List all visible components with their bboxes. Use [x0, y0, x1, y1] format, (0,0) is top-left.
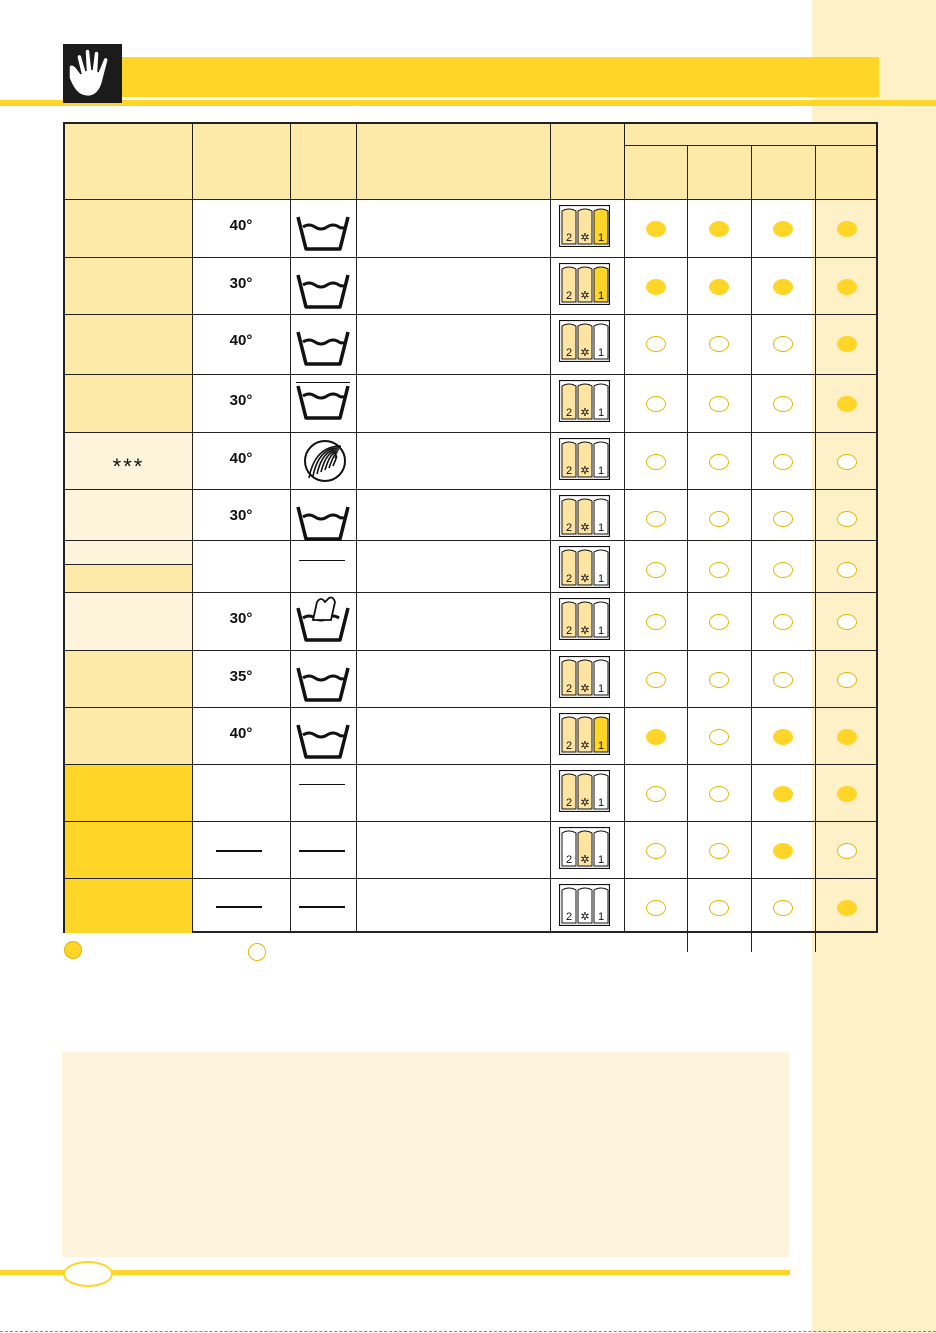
option-dot-empty	[773, 396, 793, 412]
temperature-value: 30°	[229, 610, 253, 627]
option-dot-empty	[646, 511, 666, 527]
temperature-value: 40°	[229, 725, 253, 742]
option-dot-empty	[709, 336, 729, 352]
row-label-cell	[65, 878, 192, 933]
row-label-cell	[65, 764, 192, 821]
row-divider	[65, 540, 876, 541]
care-symbol-dash	[299, 850, 345, 852]
option-dot-empty	[773, 336, 793, 352]
option-dot-empty	[837, 562, 857, 578]
option-dot-filled	[837, 786, 857, 802]
wash-tub-icon	[295, 271, 351, 311]
option-dot-empty	[646, 336, 666, 352]
legend-filled-dot	[64, 941, 82, 959]
wool-icon	[301, 438, 349, 484]
row-label-cell	[65, 199, 192, 257]
option-dot-empty	[646, 672, 666, 688]
row-label-cell	[65, 314, 192, 374]
options-subheader-line	[624, 145, 876, 146]
header-bar	[64, 57, 879, 97]
option-dot-empty	[709, 843, 729, 859]
option-dot-filled	[837, 900, 857, 916]
svg-text:✲: ✲	[580, 465, 590, 477]
row-divider	[65, 374, 876, 375]
option-dot-empty	[773, 562, 793, 578]
row-label-cell	[65, 821, 192, 878]
option-dot-empty	[646, 562, 666, 578]
svg-text:1: 1	[597, 625, 605, 637]
option-dot-empty	[837, 672, 857, 688]
temperature-value: 40°	[229, 450, 253, 467]
option-dot-empty	[646, 786, 666, 802]
option-dot-empty	[646, 454, 666, 470]
option-dot-filled	[773, 221, 793, 237]
svg-text:✲: ✲	[580, 407, 590, 419]
option-dot-filled	[773, 279, 793, 295]
svg-text:✲: ✲	[580, 573, 590, 585]
option-dot-filled	[837, 221, 857, 237]
table-header	[65, 124, 876, 199]
svg-text:1: 1	[597, 683, 605, 695]
detergent-dispenser-icon	[559, 884, 610, 926]
svg-text:✲: ✲	[580, 797, 590, 809]
row-divider	[65, 764, 876, 765]
column-divider	[192, 124, 193, 931]
option-dot-empty	[773, 900, 793, 916]
detergent-dispenser-icon	[559, 205, 610, 247]
option-dot-empty	[837, 454, 857, 470]
row-divider	[65, 707, 876, 708]
row-divider	[65, 314, 876, 315]
option-dot-empty	[646, 843, 666, 859]
svg-text:1: 1	[597, 407, 605, 419]
temperature-value: 40°	[229, 217, 253, 234]
temperature-dash	[216, 850, 262, 852]
wash-tub-icon	[295, 721, 351, 761]
column-divider	[687, 145, 688, 952]
option-dot-empty	[837, 614, 857, 630]
svg-text:1: 1	[597, 347, 605, 359]
row-divider	[65, 821, 876, 822]
column-divider	[624, 124, 625, 931]
option-dot-empty	[773, 614, 793, 630]
option-dot-empty	[709, 511, 729, 527]
option-dot-empty	[646, 614, 666, 630]
option-dot-empty	[709, 900, 729, 916]
hand-icon	[63, 44, 122, 103]
svg-text:2: 2	[565, 465, 573, 477]
option-dot-empty	[773, 511, 793, 527]
option-dot-filled	[837, 336, 857, 352]
detergent-dispenser-icon	[559, 827, 610, 869]
svg-text:✲: ✲	[580, 290, 590, 302]
wash-tub-gentle-icon	[295, 382, 351, 422]
detergent-dispenser-icon	[559, 598, 610, 640]
wash-tub-icon	[295, 213, 351, 253]
option-dot-filled	[837, 396, 857, 412]
detergent-dispenser-icon	[559, 438, 610, 480]
option-dot-empty	[709, 562, 729, 578]
row-divider	[65, 489, 876, 490]
svg-text:2: 2	[565, 797, 573, 809]
svg-text:✲: ✲	[580, 854, 590, 866]
detergent-dispenser-icon	[559, 320, 610, 362]
option-dot-empty	[709, 729, 729, 745]
temperature-value: 35°	[229, 668, 253, 685]
hand-wash-icon	[295, 596, 351, 644]
row-divider	[65, 199, 876, 200]
option-dot-filled	[709, 279, 729, 295]
row-label-cell	[65, 540, 192, 564]
column-divider	[550, 124, 551, 931]
temperature-value: 30°	[229, 392, 253, 409]
temperature-dash	[216, 906, 262, 908]
svg-text:1: 1	[597, 854, 605, 866]
svg-text:✲: ✲	[580, 522, 590, 534]
svg-text:2: 2	[565, 911, 573, 923]
svg-text:2: 2	[565, 683, 573, 695]
svg-text:1: 1	[597, 573, 605, 585]
svg-text:✲: ✲	[580, 740, 590, 752]
option-dot-filled	[773, 729, 793, 745]
care-symbol-dash	[299, 784, 345, 785]
page-number-badge	[63, 1261, 113, 1287]
option-dot-empty	[709, 396, 729, 412]
row-label-cell	[65, 707, 192, 764]
care-symbol-dash	[299, 560, 345, 561]
option-dot-empty	[837, 511, 857, 527]
wash-tub-icon	[295, 503, 351, 543]
detergent-dispenser-icon	[559, 495, 610, 537]
column-divider	[356, 124, 357, 931]
svg-text:2: 2	[565, 625, 573, 637]
svg-text:✲: ✲	[580, 911, 590, 923]
svg-text:1: 1	[597, 465, 605, 477]
option-dot-filled	[646, 729, 666, 745]
option-dot-empty	[837, 843, 857, 859]
svg-text:2: 2	[565, 522, 573, 534]
option-dot-empty	[646, 900, 666, 916]
option-dot-empty	[646, 396, 666, 412]
column-divider	[815, 145, 816, 952]
crop-marks	[0, 1331, 936, 1332]
wash-tub-icon	[295, 664, 351, 704]
option-dot-filled	[709, 221, 729, 237]
option-dot-empty	[709, 454, 729, 470]
svg-text:✲: ✲	[580, 347, 590, 359]
option-dot-filled	[773, 843, 793, 859]
row-divider	[65, 592, 876, 593]
notes-box	[62, 1052, 789, 1257]
option-dot-empty	[709, 672, 729, 688]
legend-empty-dot	[248, 943, 266, 961]
svg-text:✲: ✲	[580, 232, 590, 244]
option-dot-empty	[709, 614, 729, 630]
detergent-dispenser-icon	[559, 713, 610, 755]
svg-text:2: 2	[565, 347, 573, 359]
temperature-value: 30°	[229, 507, 253, 524]
svg-text:2: 2	[565, 573, 573, 585]
row-divider	[65, 432, 876, 433]
column-divider	[751, 145, 752, 952]
svg-text:1: 1	[597, 911, 605, 923]
option-dot-filled	[646, 279, 666, 295]
row-label-cell	[65, 564, 192, 592]
svg-text:2: 2	[565, 407, 573, 419]
svg-text:1: 1	[597, 232, 605, 244]
svg-text:1: 1	[597, 740, 605, 752]
temperature-value: 40°	[229, 332, 253, 349]
detergent-dispenser-icon	[559, 656, 610, 698]
option-dot-empty	[773, 672, 793, 688]
row-label-cell	[65, 374, 192, 432]
row-label-cell	[65, 257, 192, 314]
option-dot-filled	[646, 221, 666, 237]
detergent-dispenser-icon	[559, 546, 610, 588]
svg-text:1: 1	[597, 522, 605, 534]
row-mark: ***	[112, 454, 145, 479]
detergent-dispenser-icon	[559, 380, 610, 422]
wash-program-table	[63, 122, 878, 933]
svg-text:1: 1	[597, 290, 605, 302]
footer-line	[0, 1270, 790, 1275]
option-dot-filled	[773, 786, 793, 802]
temperature-value: 30°	[229, 275, 253, 292]
option-dot-filled	[837, 729, 857, 745]
svg-text:2: 2	[565, 740, 573, 752]
option-dot-empty	[709, 786, 729, 802]
header-line	[0, 100, 936, 106]
row-divider	[65, 878, 876, 879]
wash-tub-icon	[295, 328, 351, 368]
care-symbol-dash	[299, 906, 345, 908]
row-divider	[65, 650, 876, 651]
svg-text:2: 2	[565, 854, 573, 866]
row-label-split	[65, 564, 192, 565]
row-label-cell	[65, 650, 192, 707]
svg-text:✲: ✲	[580, 625, 590, 637]
column-divider	[290, 124, 291, 931]
row-label-cell	[65, 592, 192, 650]
detergent-dispenser-icon	[559, 263, 610, 305]
option-dot-empty	[773, 454, 793, 470]
row-label-cell	[65, 489, 192, 540]
svg-text:2: 2	[565, 290, 573, 302]
svg-text:2: 2	[565, 232, 573, 244]
svg-text:✲: ✲	[580, 683, 590, 695]
option-dot-filled	[837, 279, 857, 295]
row-divider	[65, 257, 876, 258]
svg-text:1: 1	[597, 797, 605, 809]
detergent-dispenser-icon	[559, 770, 610, 812]
